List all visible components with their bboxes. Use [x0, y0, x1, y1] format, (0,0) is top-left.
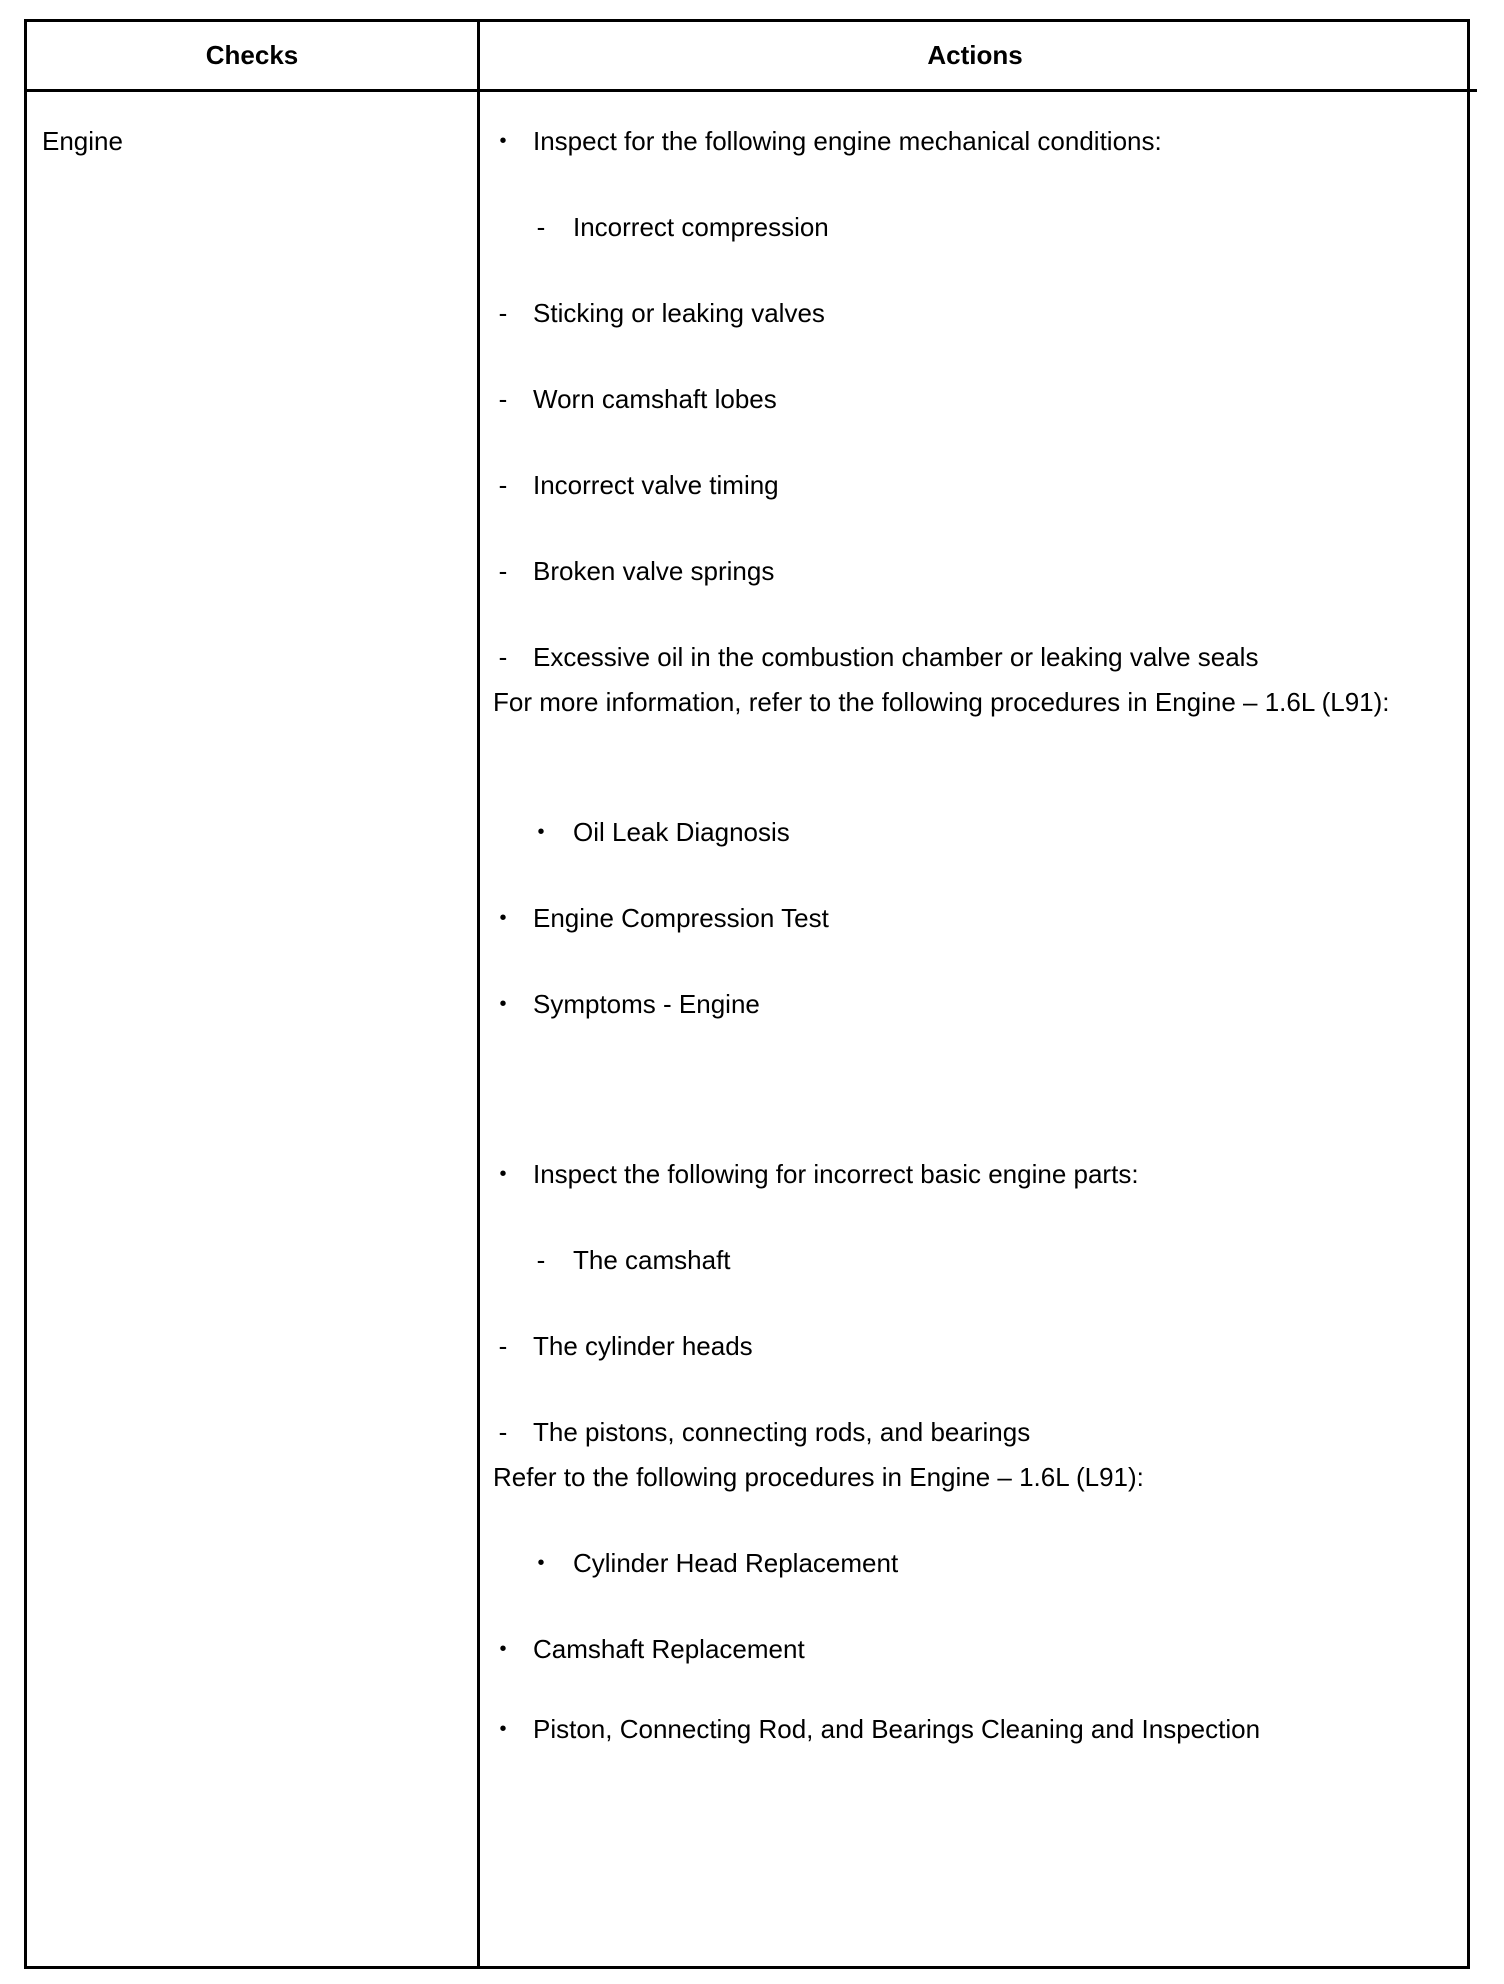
dash-marker: -	[536, 1245, 546, 1275]
bullet-marker: •	[537, 821, 545, 843]
part-text: The camshaft	[573, 1245, 731, 1275]
dash-marker: -	[536, 212, 546, 242]
more-info-text: For more information, refer to the following procedures in Engine – 1.6L (L91):	[493, 687, 1390, 717]
condition-text: Sticking or leaking valves	[533, 298, 825, 328]
dash-marker: -	[498, 1417, 508, 1447]
procedure-text: Cylinder Head Replacement	[573, 1548, 899, 1578]
part-text: The cylinder heads	[533, 1331, 753, 1361]
header-checks: Checks	[205, 40, 299, 70]
bullet-marker: •	[537, 1552, 545, 1574]
bullet-marker: •	[499, 993, 507, 1015]
dash-marker: -	[498, 556, 508, 586]
bullet-marker: •	[499, 1718, 507, 1740]
procedure-text: Camshaft Replacement	[533, 1634, 805, 1664]
part-text: The pistons, connecting rods, and bearings	[533, 1417, 1031, 1447]
procedure-text: Oil Leak Diagnosis	[573, 817, 790, 847]
dash-marker: -	[498, 642, 508, 672]
condition-text: Worn camshaft lobes	[533, 384, 777, 414]
procedure-text: Piston, Connecting Rod, and Bearings Cleaning and Inspection	[533, 1714, 1261, 1744]
bullet-marker: •	[499, 130, 507, 152]
action-text: Inspect for the following engine mechanical conditions:	[533, 126, 1162, 156]
column-divider	[477, 22, 480, 1966]
actions-cell	[493, 22, 1473, 1966]
condition-text: Incorrect compression	[573, 212, 829, 242]
condition-text: Broken valve springs	[533, 556, 775, 586]
condition-text: Excessive oil in the combustion chamber or leaking valve seals	[533, 642, 1259, 672]
dash-marker: -	[498, 298, 508, 328]
bullet-marker: •	[499, 1163, 507, 1185]
check-engine: Engine	[42, 126, 123, 156]
procedure-text: Engine Compression Test	[533, 903, 829, 933]
header-actions: Actions	[927, 40, 1023, 70]
procedure-text: Symptoms - Engine	[533, 989, 760, 1019]
bullet-marker: •	[499, 1638, 507, 1660]
dash-marker: -	[498, 384, 508, 414]
condition-text: Incorrect valve timing	[533, 470, 779, 500]
refer-text: Refer to the following procedures in Engine – 1.6L (L91):	[493, 1462, 1144, 1492]
checks-actions-table	[24, 19, 1470, 1969]
dash-marker: -	[498, 1331, 508, 1361]
bullet-marker: •	[499, 907, 507, 929]
dash-marker: -	[498, 470, 508, 500]
action-text: Inspect the following for incorrect basic engine parts:	[533, 1159, 1139, 1189]
